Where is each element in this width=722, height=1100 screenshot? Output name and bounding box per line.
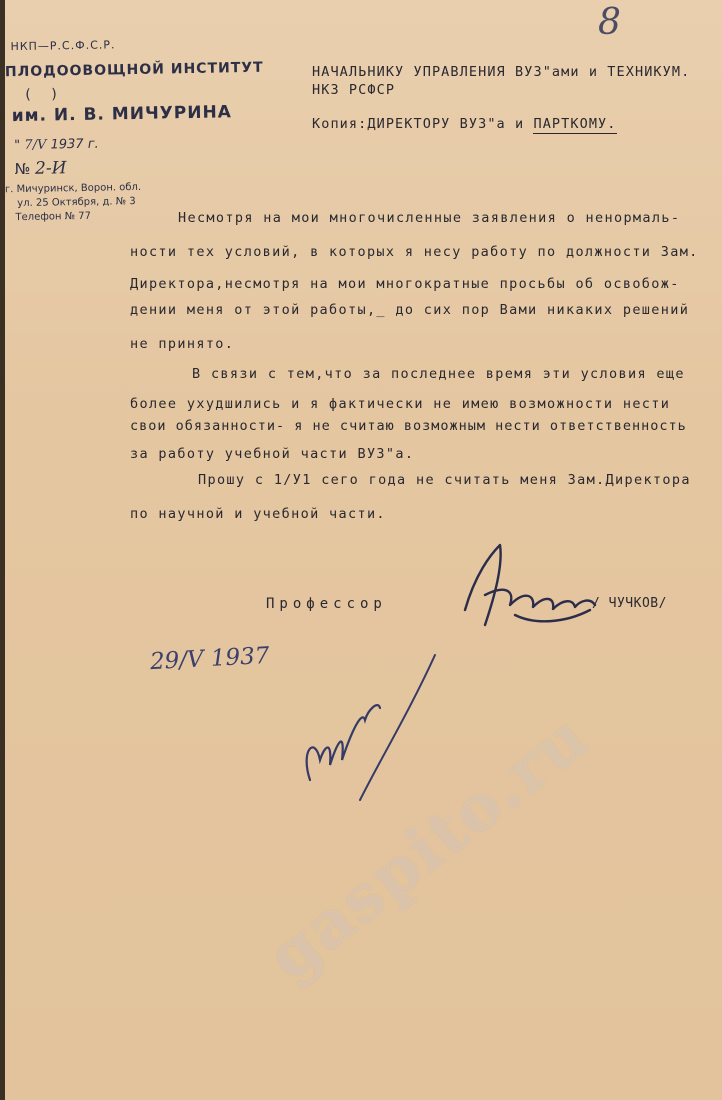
stamp-date-prefix: " <box>14 137 21 154</box>
handwritten-signature <box>455 535 605 645</box>
page-number: 8 <box>598 2 621 43</box>
body-line: дении меня от этой работы,_ до сих пор Вами никаких решений <box>130 302 690 318</box>
stamp-line-michurin: им. И. В. МИЧУРИНА <box>11 102 233 127</box>
body-line: за работу учебной части ВУЗ"а. <box>130 446 415 462</box>
stamp-date <box>14 137 152 152</box>
stamp-line-institute: ПЛОДООВОЩНОЙ ИНСТИТУТ <box>4 59 264 81</box>
body-line: Директора,несмотря на мои многократные просьбы об освобож- <box>130 276 680 292</box>
stamp-date-year: 1937 г. <box>50 136 99 153</box>
signature-title: Профессор <box>266 596 387 612</box>
stamp-address-city: г. Мичуринск, Ворон. обл. <box>4 181 142 196</box>
stamp-phone: Телефон № 77 <box>15 210 92 224</box>
stamp-date-handwritten: 7/V <box>24 137 47 153</box>
body-line: более ухудшились и я фактически не имею возможности нести <box>130 396 671 412</box>
stamp-line-parentheses: ( ) <box>25 86 65 103</box>
addressee-line-1: НАЧАЛЬНИКУ УПРАВЛЕНИЯ ВУЗ"ами и ТЕХНИКУМ. <box>312 64 691 80</box>
body-line: ности тех условий, в которых я несу работу по должности Зам. <box>130 244 699 260</box>
stamp-number-handwritten: 2-И <box>34 158 67 179</box>
stamp-address-street: ул. 25 Октября, д. № 3 <box>17 195 136 210</box>
handwritten-resolution <box>290 650 450 810</box>
body-line: свои обязанности- я не считаю возможным нести ответственность <box>130 418 687 434</box>
body-line: В связи с тем,что за последнее время эти условия еще <box>192 366 685 382</box>
stamp-line-ministry: НКП—Р.С.Ф.С.Р. <box>10 38 116 54</box>
watermark: gaspito.ru <box>253 698 604 995</box>
addressee-copy-prefix: Копия:ДИРЕКТОРУ ВУЗ"а и <box>312 116 534 132</box>
body-line: не принято. <box>130 336 235 352</box>
addressee-copy-line <box>312 116 617 132</box>
institution-stamp <box>0 38 264 224</box>
body-line: Прошу с 1/У1 сего года не считать меня Зам.Директора <box>198 472 691 488</box>
body-line: по научной и учебной части. <box>130 506 386 522</box>
signature-name: / ЧУЧКОВ/ <box>592 596 667 611</box>
addressee-copy-party: ПАРТКОМУ. <box>533 116 617 132</box>
stamp-number-prefix: № <box>14 159 31 179</box>
addressee-line-2: НКЗ РСФСР <box>312 82 396 98</box>
handwritten-date: 29/V 1937 <box>149 642 271 676</box>
body-line: Несмотря на мои многочисленные заявления о ненормаль- <box>178 210 681 226</box>
stamp-number <box>15 159 153 178</box>
